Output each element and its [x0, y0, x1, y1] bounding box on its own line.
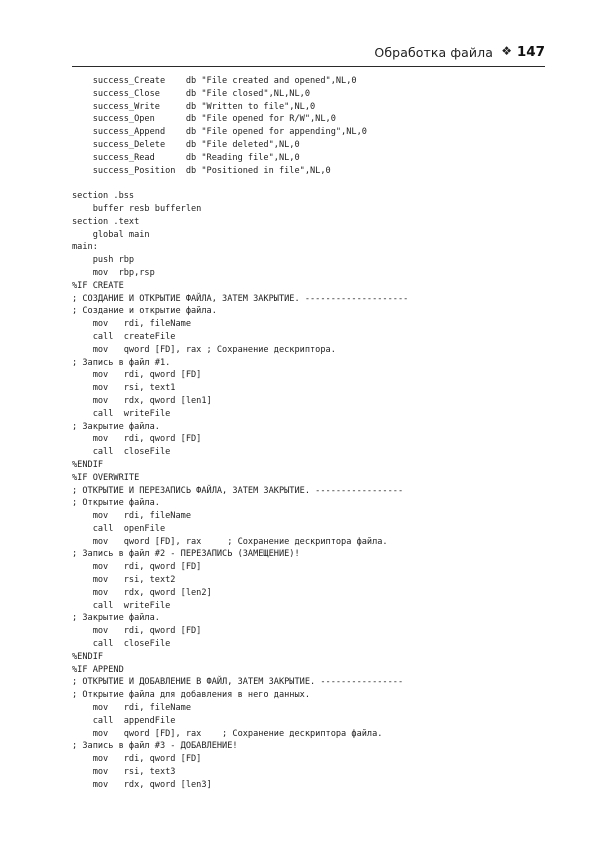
- code-line: mov rdi, fileName: [72, 703, 191, 714]
- code-line: mov rsi, text3: [72, 767, 176, 778]
- code-line: global main: [72, 229, 150, 240]
- page-number: 147: [516, 44, 545, 60]
- code-line: mov qword [FD], rax ; Сохранение дескриптора файла.: [72, 728, 383, 739]
- code-line: mov rdx, qword [len2]: [72, 587, 212, 598]
- code-line: ; Открытие файла.: [72, 498, 160, 509]
- code-line: %ENDIF: [72, 459, 104, 470]
- code-line: success_Position db "Positioned in file",NL,0: [72, 165, 331, 176]
- code-line: mov rbp,rsp: [72, 267, 155, 278]
- code-line: buffer resb bufferlen: [72, 203, 202, 214]
- page-header: [72, 44, 545, 67]
- code-line: ; ОТКРЫТИЕ И ДОБАВЛЕНИЕ В ФАЙЛ, ЗАТЕМ ЗАКРЫТИЕ. ----------------: [72, 677, 404, 688]
- code-line: push rbp: [72, 255, 135, 266]
- code-line: success_Delete db "File deleted",NL,0: [72, 139, 300, 150]
- code-line: success_Create db "File created and opened",NL,0: [72, 76, 357, 86]
- ornament-icon: ❖: [501, 44, 512, 58]
- code-line: mov rsi, text2: [72, 575, 176, 586]
- code-line: ; СОЗДАНИЕ И ОТКРЫТИЕ ФАЙЛА, ЗАТЕМ ЗАКРЫТИЕ. --------------------: [72, 293, 409, 304]
- code-line: ; ОТКРЫТИЕ И ПЕРЕЗАПИСЬ ФАЙЛА, ЗАТЕМ ЗАКРЫТИЕ. -----------------: [72, 485, 404, 496]
- code-line: success_Append db "File opened for appending",NL,0: [72, 127, 367, 138]
- code-line: mov rdi, qword [FD]: [72, 434, 202, 445]
- code-line: call openFile: [72, 523, 166, 534]
- code-line: success_Open db "File opened for R/W",NL,0: [72, 114, 336, 125]
- code-line: %ENDIF: [72, 651, 104, 662]
- code-line: mov rdi, qword [FD]: [72, 562, 202, 573]
- code-line: call appendFile: [72, 715, 176, 726]
- code-line: call writeFile: [72, 600, 171, 611]
- code-line: main:: [72, 242, 98, 253]
- code-line: mov qword [FD], rax ; Сохранение дескриптора файла.: [72, 536, 388, 547]
- code-line: ; Закрытие файла.: [72, 613, 160, 624]
- code-line: mov rdi, fileName: [72, 511, 191, 522]
- code-line: mov rdx, qword [len1]: [72, 395, 212, 406]
- code-line: mov rdi, qword [FD]: [72, 370, 202, 381]
- code-line: ; Закрытие файла.: [72, 421, 160, 432]
- code-line: mov rdx, qword [len3]: [72, 779, 212, 790]
- code-line: %IF CREATE: [72, 280, 124, 291]
- code-line: ; Запись в файл #1.: [72, 357, 171, 368]
- code-line: [72, 177, 552, 190]
- code-line: %IF APPEND: [72, 664, 124, 675]
- code-line: mov qword [FD], rax ; Сохранение дескриптора.: [72, 344, 336, 355]
- code-line: call writeFile: [72, 408, 171, 419]
- code-line: call createFile: [72, 331, 176, 342]
- code-line: mov rdi, fileName: [72, 319, 191, 330]
- code-line: %IF OVERWRITE: [72, 472, 140, 483]
- code-line: section .bss: [72, 191, 135, 202]
- code-line: ; Открытие файла для добавления в него данных.: [72, 690, 310, 701]
- code-line: call closeFile: [72, 639, 171, 650]
- code-line: mov rdi, qword [FD]: [72, 626, 202, 637]
- code-line: success_Write db "Written to file",NL,0: [72, 101, 316, 112]
- code-line: ; Запись в файл #2 - ПЕРЕЗАПИСЬ (ЗАМЕЩЕНИЕ)!: [72, 549, 300, 560]
- running-head: Обработка файла: [374, 45, 493, 60]
- code-line: success_Read db "Reading file",NL,0: [72, 152, 300, 163]
- code-line: mov rsi, text1: [72, 383, 176, 394]
- code-listing: [72, 75, 552, 792]
- code-line: mov rdi, qword [FD]: [72, 754, 202, 765]
- code-line: call closeFile: [72, 447, 171, 458]
- code-line: section .text: [72, 216, 140, 227]
- code-line: ; Запись в файл #3 - ДОБАВЛЕНИЕ!: [72, 741, 238, 752]
- code-line: ; Создание и открытие файла.: [72, 306, 217, 317]
- code-line: success_Close db "File closed",NL,NL,0: [72, 88, 310, 99]
